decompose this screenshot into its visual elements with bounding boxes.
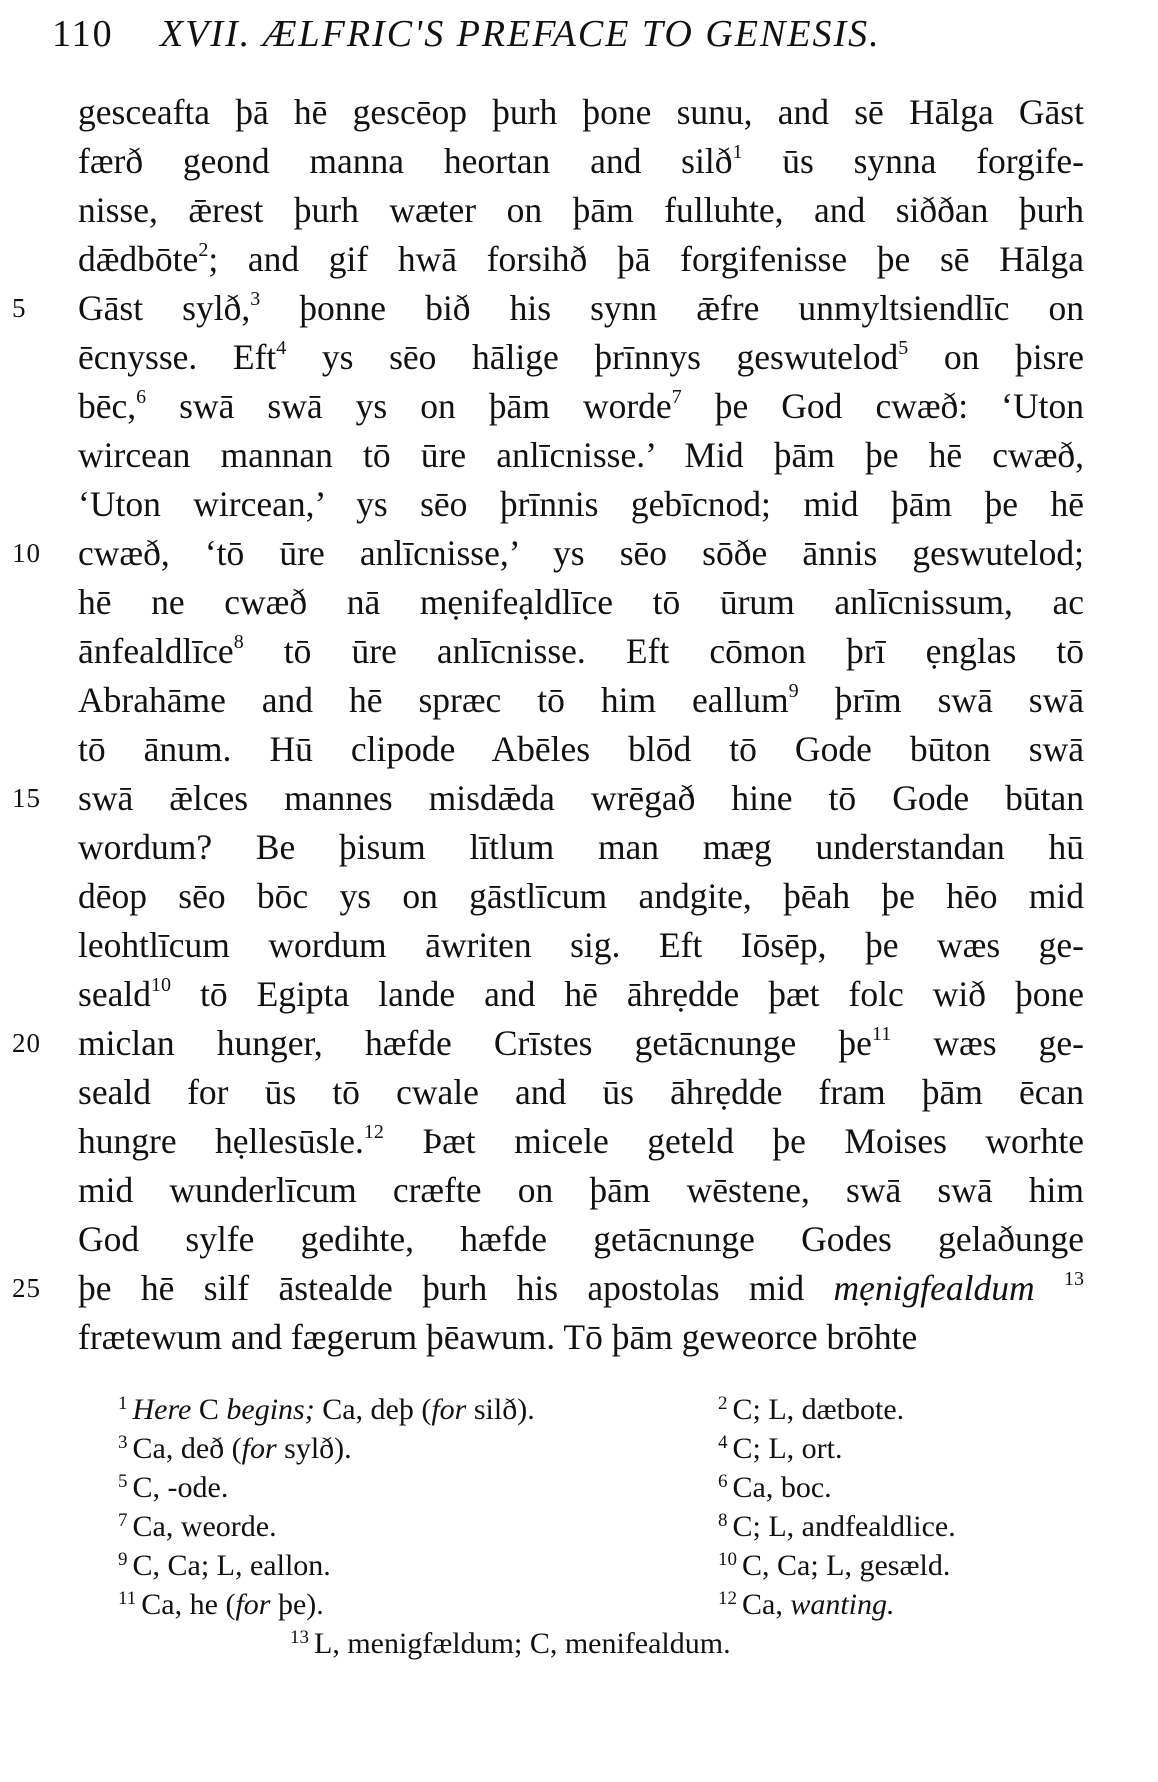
line-text: miclan hunger, hæfde Crīstes getācnunge $þe^{11}$ wæs ge- xyxy=(78,1023,1084,1063)
line-text: cwæð, ‘tō ūre anlīcnisse,’ ys sēo sōðe ānnis geswutelod; xyxy=(78,533,1084,573)
line-text: nisse, ǣrest þurh wæter on þām fulluhte, and siððan þurh xyxy=(78,190,1084,230)
footnote-number: 1 xyxy=(118,1393,128,1414)
line-text: ēcnysse. Eft$^4$ ys sēo hālige þrīnnys geswutelod$^5$ on þisre xyxy=(78,337,1084,377)
line-number: 15 xyxy=(12,783,41,813)
text-line xyxy=(0,1313,1158,1362)
footnote-number: 4 xyxy=(718,1432,728,1453)
line-text: God sylfe gedihte, hæfde getācnunge Godes gelaðunge xyxy=(78,1219,1084,1259)
text-line xyxy=(0,627,1158,676)
footnote-text: C, Ca; L, eallon. xyxy=(132,1549,331,1582)
footnote-number: 12 xyxy=(718,1588,737,1609)
page-number: 110 xyxy=(52,13,114,55)
footnotes xyxy=(0,1390,1158,1663)
footnote xyxy=(718,1390,904,1433)
footnote-text: Ca, weorde. xyxy=(132,1510,277,1543)
line-text: tō ānum. Hū clipode Abēles blōd tō Gode būton swā xyxy=(78,729,1084,769)
footnote xyxy=(118,1390,535,1433)
footnote-text: Ca, wanting. xyxy=(742,1588,895,1621)
line-text: hungre hẹllesūsle.$^{12}$ Þæt micele geteld þe Moises worhte xyxy=(78,1121,1084,1161)
text-line xyxy=(0,1117,1158,1166)
footnote xyxy=(118,1546,331,1589)
text-line xyxy=(0,137,1158,186)
text-line xyxy=(0,872,1158,921)
line-text: dǣdbōte$^2$; and gif hwā forsihð þā forgifenisse þe sē Hālga xyxy=(78,239,1084,279)
line-text: gesceafta þā hē gescēop þurh þone sunu, and sē Hālga Gāst xyxy=(78,92,1084,132)
text-line xyxy=(0,921,1158,970)
footnote xyxy=(718,1507,956,1550)
footnote-text: C; L, andfealdlice. xyxy=(732,1510,956,1543)
footnote-number: 13 xyxy=(290,1627,309,1648)
footnote xyxy=(718,1468,832,1511)
line-text: ānfealdlīce$^8$ tō ūre anlīcnisse. Eft cōmon þrī ẹnglas tō xyxy=(78,631,1084,671)
line-number: 25 xyxy=(12,1273,41,1303)
running-title: XVII. ÆLFRIC'S PREFACE TO GENESIS. xyxy=(160,13,881,55)
line-text: seald for ūs tō cwale and ūs āhrẹdde fram þām ēcan xyxy=(78,1072,1084,1112)
running-head xyxy=(52,8,1112,60)
body-text xyxy=(0,88,1158,1362)
text-line xyxy=(0,480,1158,529)
line-number: 5 xyxy=(12,293,27,323)
footnote xyxy=(118,1585,324,1628)
text-line xyxy=(0,186,1158,235)
text-line xyxy=(0,970,1158,1019)
footnote xyxy=(718,1429,843,1472)
line-number: 10 xyxy=(12,538,41,568)
text-line xyxy=(0,529,1158,578)
footnote-text: C; L, dætbote. xyxy=(732,1393,905,1426)
text-line xyxy=(0,1215,1158,1264)
line-text: bēc,$^6$ swā swā ys on þām worde$^7$ þe God cwæð: ‘Uton xyxy=(78,386,1084,426)
footnote-row xyxy=(0,1507,1158,1546)
footnote-text: C; L, ort. xyxy=(732,1432,843,1465)
text-line xyxy=(0,382,1158,431)
footnote-text: C, Ca; L, gesæld. xyxy=(742,1549,951,1582)
footnote-text: Ca, boc. xyxy=(732,1471,832,1504)
text-line xyxy=(0,823,1158,872)
footnote-number: 10 xyxy=(718,1549,737,1570)
text-line xyxy=(0,774,1158,823)
text-line xyxy=(0,725,1158,774)
footnote-number: 7 xyxy=(118,1510,128,1531)
line-text: ‘Uton wircean,’ ys sēo þrīnnis gebīcnod; mid þām þe hē xyxy=(78,484,1084,524)
footnote xyxy=(118,1507,277,1550)
footnote-text: Here C begins; Ca, deþ (for silð). xyxy=(132,1393,535,1426)
footnote-number: 5 xyxy=(118,1471,128,1492)
line-number: 20 xyxy=(12,1028,41,1058)
line-text: frætewum and fægerum þēawum. Tō þām geweorce brōhte xyxy=(78,1317,918,1357)
line-text: dēop sēo bōc ys on gāstlīcum andgite, þēah þe hēo mid xyxy=(78,876,1084,916)
text-line xyxy=(0,578,1158,627)
line-text: wordum? Be þisum lītlum man mæg understandan hū xyxy=(78,827,1084,867)
line-text: wircean mannan tō ūre anlīcnisse.’ Mid þām þe hē cwæð, xyxy=(78,435,1084,475)
footnote-text: Ca, deð (for sylð). xyxy=(132,1432,352,1465)
footnote-row xyxy=(0,1585,1158,1624)
text-line xyxy=(0,431,1158,480)
footnote-number: 2 xyxy=(718,1393,728,1414)
text-line xyxy=(0,88,1158,137)
footnote-number: 6 xyxy=(718,1471,728,1492)
footnote xyxy=(118,1468,228,1511)
text-line xyxy=(0,1166,1158,1215)
line-text: seald$^{10}$ tō Egipta lande and hē āhrẹdde þæt folc wið þone xyxy=(78,974,1084,1014)
line-text: Abrahāme and hē spræc tō him eallum$^9$ þrīm swā swā xyxy=(78,680,1084,720)
line-text: þe hē silf āstealde þurh his apostolas mid mẹnigfealdum $^{13}$ xyxy=(78,1268,1084,1308)
footnote-text: L, menigfældum; C, menifealdum. xyxy=(314,1627,731,1660)
line-text: swā ǣlces mannes misdǣda wrēgað hine tō Gode būtan xyxy=(78,778,1084,818)
footnote-row xyxy=(0,1468,1158,1507)
footnote xyxy=(118,1429,352,1472)
footnote-row xyxy=(0,1429,1158,1468)
line-text: Gāst sylð,$^3$ þonne bið his synn ǣfre unmyltsiendlīc on xyxy=(78,288,1085,328)
footnote-text: C, -ode. xyxy=(132,1471,229,1504)
text-line xyxy=(0,676,1158,725)
line-text: leohtlīcum wordum āwriten sig. Eft Iōsēp, þe wæs ge- xyxy=(78,925,1084,965)
footnote-row xyxy=(0,1624,1158,1663)
text-line xyxy=(0,1019,1158,1068)
line-text: hē ne cwæð nā mẹnifeạldlīce tō ūrum anlīcnissum, ac xyxy=(78,582,1084,622)
text-line xyxy=(0,1068,1158,1117)
footnote-number: 3 xyxy=(118,1432,128,1453)
footnote-number: 11 xyxy=(118,1588,137,1609)
text-line xyxy=(0,235,1158,284)
footnote-row xyxy=(0,1546,1158,1585)
footnote-row xyxy=(0,1390,1158,1429)
text-line xyxy=(0,333,1158,382)
footnote xyxy=(718,1546,950,1589)
text-line xyxy=(0,1264,1158,1313)
footnote-number: 8 xyxy=(718,1510,728,1531)
line-text: mid wunderlīcum cræfte on þām wēstene, swā swā him xyxy=(78,1170,1084,1210)
text-line xyxy=(0,284,1158,333)
footnote-text: Ca, he (for þe). xyxy=(141,1588,324,1621)
line-text: færð geond manna heortan and silð$^1$ ūs synna forgife- xyxy=(78,141,1085,181)
footnote-number: 9 xyxy=(118,1549,128,1570)
footnote xyxy=(290,1624,731,1667)
footnote xyxy=(718,1585,895,1628)
